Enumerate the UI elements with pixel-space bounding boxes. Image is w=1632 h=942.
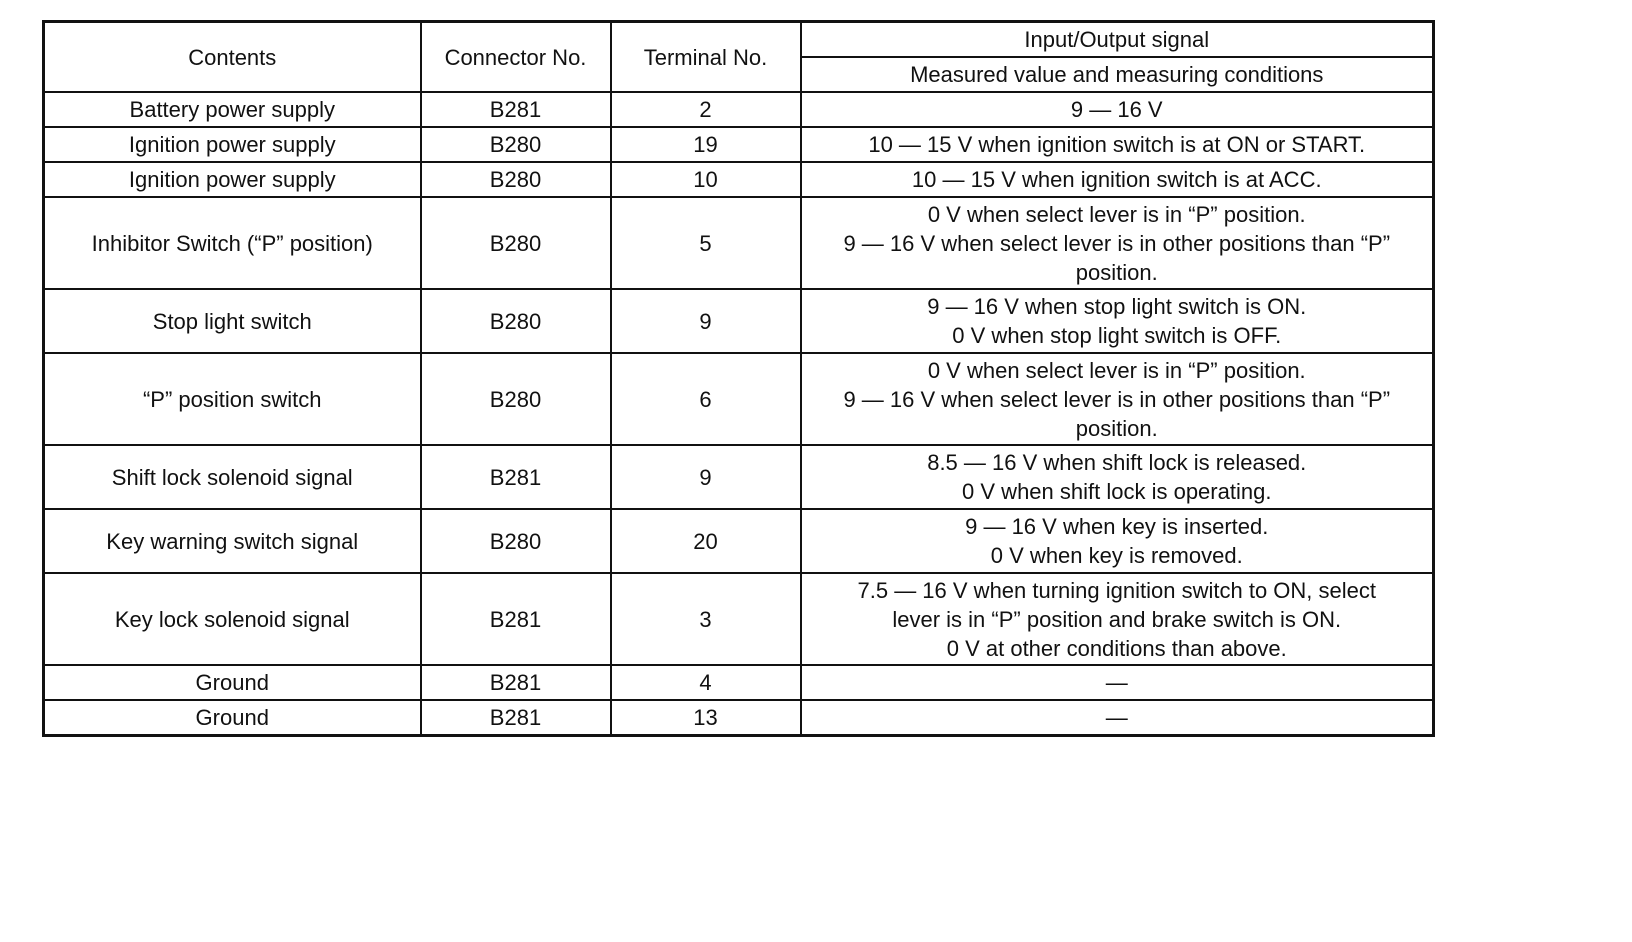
signal-line: 10 — 15 V when ignition switch is at ACC. <box>911 167 1322 192</box>
cell-contents: Ground <box>44 665 421 700</box>
cell-terminal: 5 <box>611 197 801 289</box>
signal-line: 9 — 16 V when select lever is in other positions than “P” <box>843 386 1391 412</box>
signal-line: 0 V at other conditions than above. <box>946 635 1287 661</box>
cell-terminal: 4 <box>611 665 801 700</box>
cell-connector: B280 <box>421 162 611 197</box>
header-connector-no: Connector No. <box>421 22 611 93</box>
cell-terminal: 9 <box>611 445 801 509</box>
cell-connector: B281 <box>421 665 611 700</box>
cell-terminal: 10 <box>611 162 801 197</box>
signal-line: 0 V when select lever is in “P” position. <box>927 201 1306 227</box>
cell-connector: B280 <box>421 353 611 445</box>
table-row <box>44 289 1434 353</box>
cell-contents: Shift lock solenoid signal <box>44 445 421 509</box>
signal-spec-table <box>42 20 1435 737</box>
cell-signal <box>801 289 1434 353</box>
signal-line: 8.5 — 16 V when shift lock is released. <box>927 450 1307 475</box>
cell-terminal: 20 <box>611 509 801 573</box>
table-row <box>44 665 1434 700</box>
header-contents: Contents <box>44 22 421 93</box>
cell-terminal: 3 <box>611 573 801 665</box>
cell-contents: Ground <box>44 700 421 736</box>
table-row <box>44 127 1434 162</box>
cell-signal <box>801 127 1434 162</box>
cell-connector: B281 <box>421 445 611 509</box>
cell-contents: Ignition power supply <box>44 162 421 197</box>
cell-terminal: 13 <box>611 700 801 736</box>
cell-contents: Battery power supply <box>44 92 421 127</box>
signal-line: 7.5 — 16 V when turning ignition switch to ON, select <box>857 577 1376 603</box>
cell-signal <box>801 445 1434 509</box>
cell-connector: B281 <box>421 573 611 665</box>
cell-contents: Key lock solenoid signal <box>44 573 421 665</box>
cell-contents: “P” position switch <box>44 353 421 445</box>
cell-contents: Ignition power supply <box>44 127 421 162</box>
cell-contents: Stop light switch <box>44 289 421 353</box>
cell-connector: B280 <box>421 197 611 289</box>
table-row <box>44 445 1434 509</box>
signal-line: — <box>1105 670 1128 695</box>
cell-signal <box>801 197 1434 289</box>
cell-terminal: 6 <box>611 353 801 445</box>
signal-line: 0 V when shift lock is operating. <box>962 479 1272 504</box>
signal-line: 9 — 16 V when key is inserted. <box>965 514 1269 539</box>
cell-contents: Key warning switch signal <box>44 509 421 573</box>
cell-signal <box>801 353 1434 445</box>
signal-line: 0 V when stop light switch is OFF. <box>952 323 1282 348</box>
signal-line: 0 V when key is removed. <box>990 543 1243 568</box>
cell-connector: B281 <box>421 92 611 127</box>
signal-line: 10 — 15 V when ignition switch is at ON or START. <box>868 132 1366 157</box>
signal-line: 9 — 16 V when select lever is in other positions than “P” <box>843 230 1391 256</box>
signal-line: — <box>1105 705 1128 730</box>
cell-connector: B280 <box>421 509 611 573</box>
table-row <box>44 573 1434 665</box>
signal-line: 0 V when select lever is in “P” position. <box>927 357 1306 383</box>
table-row <box>44 92 1434 127</box>
cell-terminal: 19 <box>611 127 801 162</box>
header-measured-value: Measured value and measuring conditions <box>801 57 1434 92</box>
signal-line: 9 — 16 V <box>1070 97 1163 122</box>
signal-line: 9 — 16 V when stop light switch is ON. <box>927 294 1307 319</box>
cell-signal <box>801 509 1434 573</box>
header-terminal-no: Terminal No. <box>611 22 801 93</box>
cell-contents: Inhibitor Switch (“P” position) <box>44 197 421 289</box>
header-row <box>44 22 1434 58</box>
table-row <box>44 700 1434 736</box>
cell-signal <box>801 665 1434 700</box>
signal-line: position. <box>1075 415 1158 441</box>
cell-signal <box>801 700 1434 736</box>
cell-connector: B281 <box>421 700 611 736</box>
cell-terminal: 9 <box>611 289 801 353</box>
cell-signal <box>801 162 1434 197</box>
signal-line: position. <box>1075 259 1158 285</box>
table-row <box>44 162 1434 197</box>
cell-signal <box>801 92 1434 127</box>
table-row <box>44 197 1434 289</box>
table-row <box>44 353 1434 445</box>
cell-signal <box>801 573 1434 665</box>
table-row <box>44 509 1434 573</box>
header-input-output-signal: Input/Output signal <box>801 22 1434 58</box>
cell-terminal: 2 <box>611 92 801 127</box>
cell-connector: B280 <box>421 289 611 353</box>
signal-line: lever is in “P” position and brake switch is ON. <box>892 606 1342 632</box>
cell-connector: B280 <box>421 127 611 162</box>
